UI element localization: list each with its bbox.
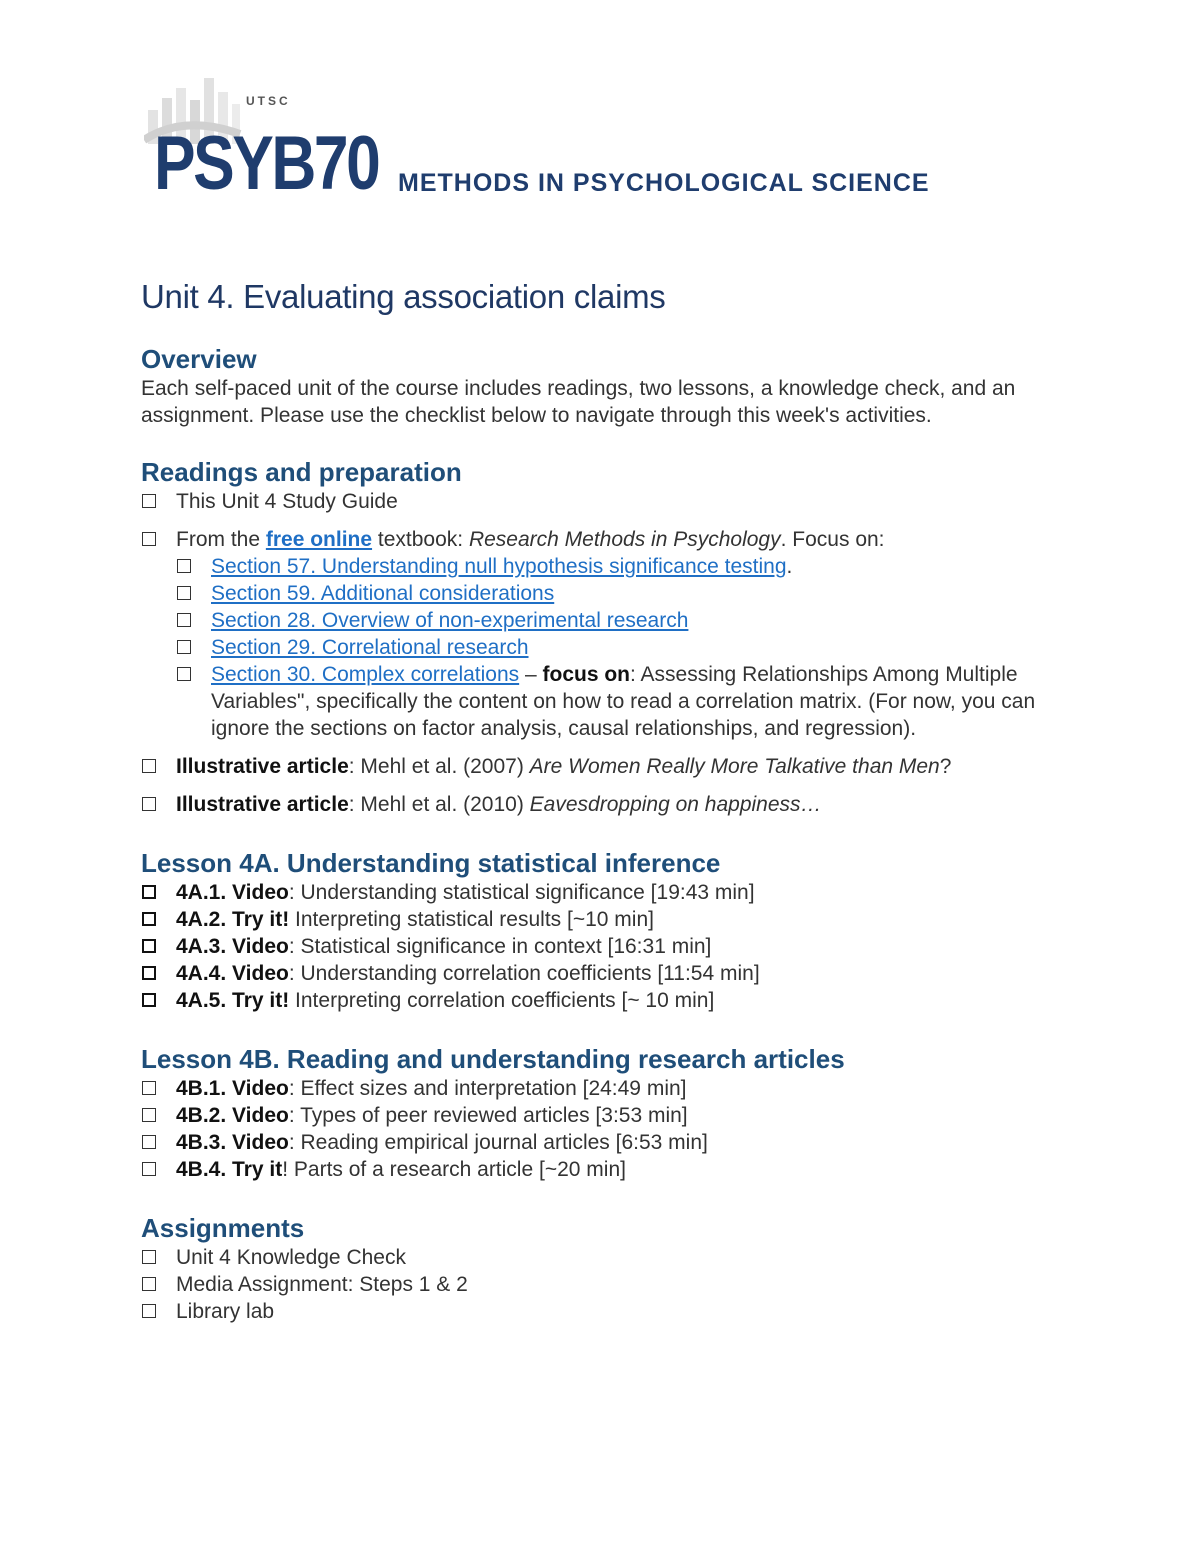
textbook-title: Research Methods in Psychology (468, 528, 781, 551)
activity-text: Parts of a research article [~20 min] (293, 1158, 626, 1181)
list-item (141, 906, 1061, 933)
activity-sep: : (288, 881, 301, 904)
checkbox[interactable] (177, 667, 191, 681)
activity-text: Understanding correlation coefficients [11:54 min] (300, 962, 760, 985)
checkbox[interactable] (142, 797, 156, 811)
list-item (176, 580, 1061, 607)
checkbox[interactable] (142, 912, 156, 926)
activity-text: Interpreting statistical results [~10 min] (295, 908, 654, 931)
checkbox[interactable] (142, 1162, 156, 1176)
activity-sep: : (288, 962, 301, 985)
list-item (141, 1271, 1061, 1298)
reading-mid: textbook: (372, 528, 469, 551)
list-item (141, 1156, 1061, 1183)
assignment-text: Media Assignment: Steps 1 & 2 (176, 1273, 468, 1296)
list-item (141, 526, 1061, 742)
checkbox[interactable] (142, 1108, 156, 1122)
checkbox[interactable] (142, 993, 156, 1007)
article-label: Illustrative article (176, 793, 349, 816)
utsc-label: UTSC (246, 94, 291, 108)
course-code: PSYB70 (154, 121, 379, 206)
checkbox[interactable] (142, 1081, 156, 1095)
checkbox[interactable] (177, 586, 191, 600)
activity-sep: : (288, 1131, 301, 1154)
list-item (176, 553, 1061, 580)
readings-checklist (141, 488, 1061, 818)
lesson-4b-checklist (141, 1075, 1061, 1183)
list-item (141, 753, 1061, 780)
activity-code: 4A.4. Video (176, 962, 289, 985)
lesson-4a-checklist (141, 879, 1061, 1014)
activity-text: Reading empirical journal articles [6:53 min] (300, 1131, 708, 1154)
checkbox[interactable] (177, 640, 191, 654)
activity-sep: : (288, 1077, 301, 1100)
section-30-description: : Assessing Relationships Among Multiple Variables", specifically the content on how to read a correlation matrix. (For now, you can ignore the sections on factor analysis, causal relationships, and regression). (211, 663, 1036, 740)
checkbox[interactable] (177, 559, 191, 573)
activity-text: Types of peer reviewed articles [3:53 min] (300, 1104, 688, 1127)
list-item (141, 960, 1061, 987)
activity-text: Interpreting correlation coefficients [~ 10 min] (295, 989, 715, 1012)
article-title: Eavesdropping on happiness… (529, 793, 822, 816)
focus-label: focus on (542, 663, 631, 686)
checkbox[interactable] (142, 494, 156, 508)
activity-code: 4B.1. Video (176, 1077, 289, 1100)
list-item (141, 1244, 1061, 1271)
list-item (141, 791, 1061, 818)
list-item (176, 634, 1061, 661)
activity-code: 4B.2. Video (176, 1104, 289, 1127)
free-online-link[interactable]: free online (265, 528, 373, 551)
activity-sep: : (288, 1104, 301, 1127)
lesson-4b-heading: Lesson 4B. Reading and understanding research articles (141, 1044, 845, 1074)
checkbox[interactable] (142, 885, 156, 899)
article-title: Are Women Really More Talkative than Men (529, 755, 940, 778)
activity-code: 4A.5. Try it! (176, 989, 290, 1012)
checkbox[interactable] (142, 1304, 156, 1318)
activity-code: 4B.3. Video (176, 1131, 289, 1154)
lesson-4a-heading: Lesson 4A. Understanding statistical inference (141, 848, 721, 878)
activity-text: Statistical significance in context [16:31 min] (300, 935, 712, 958)
checkbox[interactable] (142, 966, 156, 980)
activity-code: 4A.2. Try it! (176, 908, 290, 931)
checkbox[interactable] (142, 1135, 156, 1149)
article-citation: : Mehl et al. (2007) (348, 755, 530, 778)
checkbox[interactable] (177, 613, 191, 627)
list-item (141, 1129, 1061, 1156)
section-dash: – (519, 663, 543, 686)
activity-text: Understanding statistical significance [19:43 min] (300, 881, 755, 904)
list-item (141, 1102, 1061, 1129)
activity-sep: ! (282, 1158, 294, 1181)
checkbox[interactable] (142, 939, 156, 953)
assignment-text: Library lab (176, 1300, 275, 1323)
section-28-link[interactable]: Section 28. Overview of non-experimental research (211, 609, 689, 632)
page-title: Unit 4. Evaluating association claims (141, 278, 666, 315)
activity-text: Effect sizes and interpretation [24:49 min] (300, 1077, 687, 1100)
checkbox[interactable] (142, 1250, 156, 1264)
checkbox[interactable] (142, 532, 156, 546)
section-punct: . (786, 555, 793, 578)
list-item (176, 607, 1061, 634)
list-item (141, 488, 1061, 515)
course-title: METHODS IN PSYCHOLOGICAL SCIENCE (398, 169, 930, 197)
list-item (141, 1075, 1061, 1102)
main-content (141, 275, 1061, 1325)
assignments-checklist (141, 1244, 1061, 1325)
section-30-link[interactable]: Section 30. Complex correlations (211, 663, 520, 686)
activity-sep: : (288, 935, 301, 958)
section-57-link[interactable]: Section 57. Understanding null hypothesis significance testing (211, 555, 787, 578)
checkbox[interactable] (142, 1277, 156, 1291)
reading-study-guide: This Unit 4 Study Guide (176, 490, 398, 513)
article-label: Illustrative article (176, 755, 349, 778)
section-checklist (176, 553, 1061, 742)
list-item (141, 987, 1061, 1014)
overview-heading: Overview (141, 344, 257, 374)
activity-code: 4A.3. Video (176, 935, 289, 958)
course-logo (144, 74, 1004, 214)
section-29-link[interactable]: Section 29. Correlational research (211, 636, 529, 659)
list-item (141, 933, 1061, 960)
checkbox[interactable] (142, 759, 156, 773)
reading-suffix: . Focus on: (780, 528, 885, 551)
assignment-text: Unit 4 Knowledge Check (176, 1246, 406, 1269)
list-item (176, 661, 1061, 742)
readings-heading: Readings and preparation (141, 457, 462, 487)
overview-text: Each self-paced unit of the course includes readings, two lessons, a knowledge check, and an assignment. Please use the checklist below to navigate through this week's activities. (141, 377, 1016, 427)
list-item (141, 1298, 1061, 1325)
activity-code: 4B.4. Try it (176, 1158, 283, 1181)
activity-code: 4A.1. Video (176, 881, 289, 904)
section-59-link[interactable]: Section 59. Additional considerations (211, 582, 555, 605)
article-end: ? (939, 755, 952, 778)
list-item (141, 879, 1061, 906)
assignments-heading: Assignments (141, 1213, 305, 1243)
reading-prefix: From the (176, 528, 266, 551)
article-citation: : Mehl et al. (2010) (348, 793, 530, 816)
